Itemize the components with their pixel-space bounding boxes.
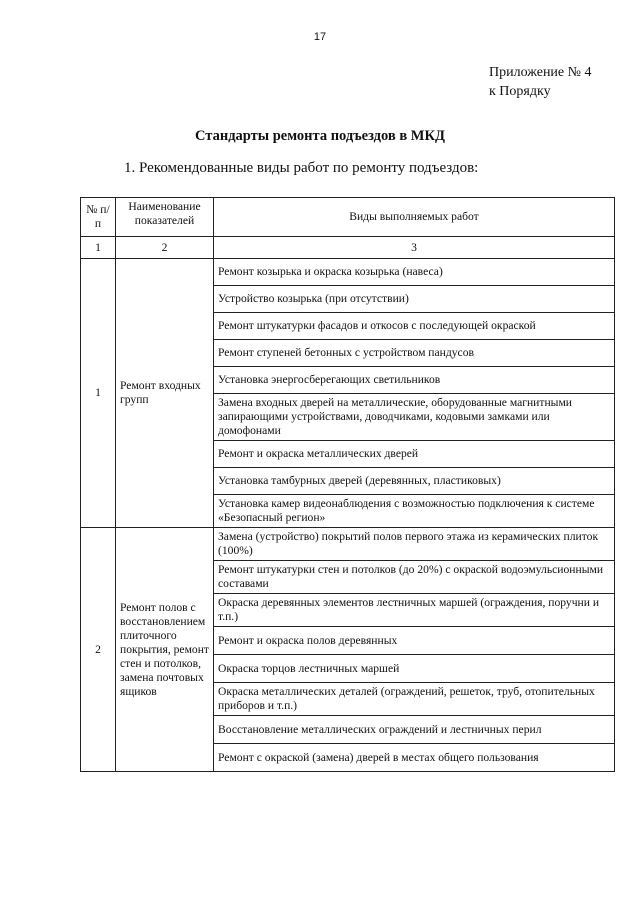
work-item: Установка тамбурных дверей (деревянных, пластиковых) <box>214 468 615 495</box>
work-item: Ремонт штукатурки стен и потолков (до 20%) с окраской водоэмульсионными составами <box>214 561 615 594</box>
group-2 <box>81 528 615 772</box>
repair-works-table <box>80 197 615 772</box>
header-number: № п/п <box>81 198 116 237</box>
document-title: Стандарты ремонта подъездов в МКД <box>195 128 445 144</box>
work-item: Установка камер видеонаблюдения с возможностью подключения к системе «Безопасный регион» <box>214 495 615 528</box>
header-name: Наименование показателей <box>116 198 214 237</box>
work-item: Ремонт с окраской (замена) дверей в местах общего пользования <box>214 744 615 772</box>
column-number: 3 <box>214 237 615 259</box>
group-number: 1 <box>81 259 116 528</box>
work-item: Окраска торцов лестничных маршей <box>214 655 615 683</box>
group-1 <box>81 259 615 528</box>
work-item: Устройство козырька (при отсутствии) <box>214 286 615 313</box>
table-row <box>81 528 615 561</box>
work-item: Ремонт штукатурки фасадов и откосов с последующей окраской <box>214 313 615 340</box>
appendix-line-2: к Порядку <box>489 84 551 99</box>
work-item: Замена входных дверей на металлические, оборудованные магнитными запирающими устройствами, доводчиками, кодовыми замками или домофонами <box>214 394 615 441</box>
work-item: Ремонт ступеней бетонных с устройством пандусов <box>214 340 615 367</box>
page-number: 17 <box>313 31 327 43</box>
work-item: Ремонт и окраска металлических дверей <box>214 441 615 468</box>
work-item: Установка энергосберегающих светильников <box>214 367 615 394</box>
section-heading: 1. Рекомендованные виды работ по ремонту подъездов: <box>124 160 479 176</box>
appendix-reference <box>489 63 592 101</box>
work-item: Ремонт и окраска полов деревянных <box>214 627 615 655</box>
group-number: 2 <box>81 528 116 772</box>
appendix-line-1: Приложение № 4 <box>489 65 592 80</box>
header-works: Виды выполняемых работ <box>214 198 615 237</box>
work-item: Окраска металлических деталей (ограждений, решеток, труб, отопительных приборов и т.п.) <box>214 683 615 716</box>
column-number: 1 <box>81 237 116 259</box>
table-row <box>81 259 615 286</box>
group-name: Ремонт входных групп <box>116 259 214 528</box>
group-name: Ремонт полов с восстановлением плиточного покрытия, ремонт стен и потолков, замена почтовых ящиков <box>116 528 214 772</box>
work-item: Замена (устройство) покрытий полов первого этажа из керамических плиток (100%) <box>214 528 615 561</box>
work-item: Восстановление металлических ограждений и лестничных перил <box>214 716 615 744</box>
column-number: 2 <box>116 237 214 259</box>
work-item: Окраска деревянных элементов лестничных маршей (ограждения, поручни и т.п.) <box>214 594 615 627</box>
work-item: Ремонт козырька и окраска козырька (навеса) <box>214 259 615 286</box>
table-header-row <box>81 198 615 237</box>
column-numbers-row <box>81 237 615 259</box>
